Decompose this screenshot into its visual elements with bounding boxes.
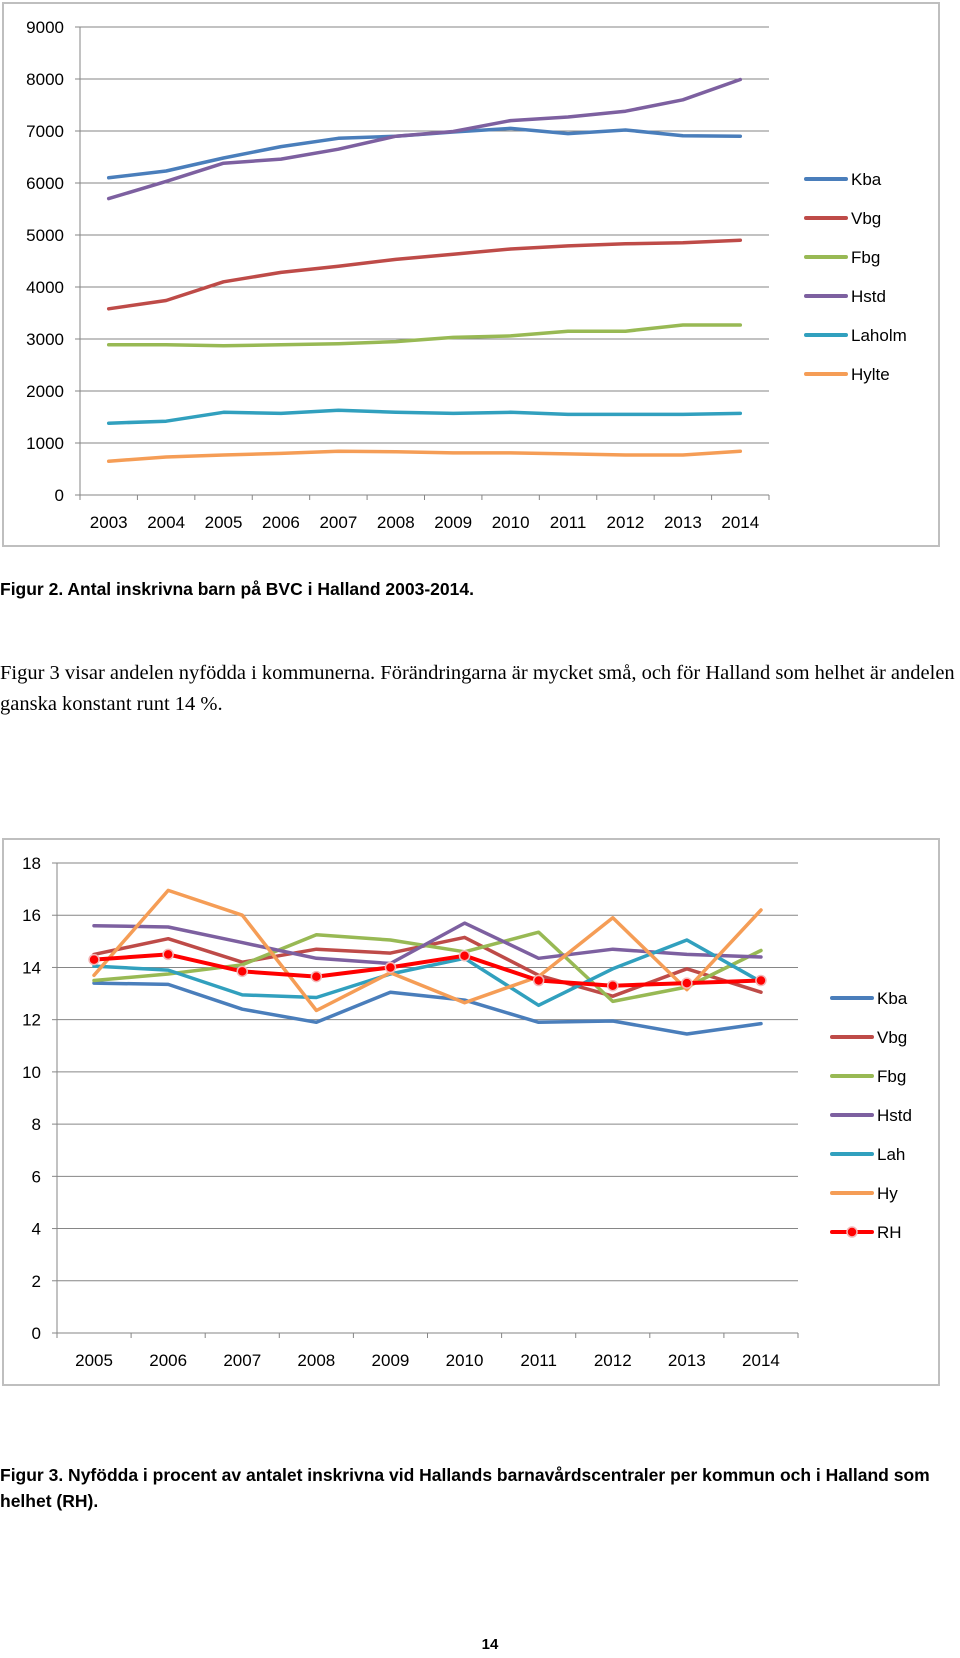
legend-label-vbg: Vbg: [877, 1028, 908, 1047]
y-tick-label: 12: [22, 1010, 41, 1030]
x-tick-label: 2006: [262, 513, 300, 532]
data-point-rh: [608, 981, 618, 991]
y-tick-label: 1000: [26, 434, 64, 453]
y-tick-label: 10: [22, 1062, 41, 1082]
legend-label-kba: Kba: [877, 989, 908, 1008]
figure-2-svg: [4, 4, 938, 545]
figure-3-svg: [4, 840, 938, 1384]
x-tick-label: 2008: [376, 513, 415, 532]
x-tick-label: 2009: [434, 513, 473, 532]
x-tick-label: 2005: [204, 513, 243, 532]
data-point-rh: [756, 976, 766, 986]
y-tick-label: 8: [31, 1115, 41, 1135]
x-tick-label: 2013: [663, 513, 702, 532]
x-tick-label: 2014: [742, 1351, 780, 1370]
data-point-rh: [682, 978, 692, 988]
figure-3-caption: Figur 3. Nyfödda i procent av antalet inskrivna vid Hallands barnavårdscentraler per kommun och i Halland som helhet (RH).: [0, 1465, 930, 1511]
data-point-rh: [163, 949, 173, 959]
body-paragraph: Figur 3 visar andelen nyfödda i kommunerna. Förändringarna är mycket små, och för Halland som helhet är andelen ganska konstant runt 14 %.: [0, 662, 955, 715]
data-point-rh: [311, 972, 321, 982]
x-tick-label: 2012: [606, 513, 645, 532]
x-tick-label: 2012: [593, 1351, 632, 1370]
figure-2-chart: [2, 2, 940, 547]
legend-label-hstd: Hstd: [851, 287, 886, 306]
page-number: 14: [481, 1636, 499, 1653]
x-tick-label: 2007: [223, 1351, 262, 1370]
y-tick-label: 3000: [26, 330, 64, 349]
series-line-hstd: [109, 80, 741, 199]
y-tick-label: 2: [31, 1271, 41, 1291]
y-tick-label: 7000: [26, 122, 64, 141]
y-tick-label: 0: [54, 486, 64, 505]
figure-3-chart: [2, 838, 940, 1386]
legend-label-fbg: Fbg: [851, 248, 881, 267]
y-tick-label: 5000: [26, 226, 64, 245]
data-point-rh: [237, 966, 247, 976]
legend-label-kba: Kba: [851, 170, 882, 189]
x-tick-label: 2004: [147, 513, 186, 532]
legend-label-fbg: Fbg: [877, 1067, 907, 1086]
x-tick-label: 2008: [297, 1351, 336, 1370]
x-tick-label: 2010: [445, 1351, 484, 1370]
x-tick-label: 2011: [520, 1351, 557, 1370]
x-tick-label: 2006: [149, 1351, 188, 1370]
y-tick-label: 6: [31, 1167, 41, 1187]
x-tick-label: 2010: [491, 513, 530, 532]
legend-marker-rh: [847, 1227, 857, 1237]
y-tick-label: 18: [22, 854, 41, 873]
x-tick-label: 2011: [549, 513, 587, 532]
y-tick-label: 6000: [26, 174, 64, 193]
legend-label-lah: Lah: [877, 1145, 906, 1164]
series-line-hylte: [109, 451, 741, 461]
x-tick-label: 2013: [667, 1351, 706, 1370]
series-line-laholm: [109, 410, 741, 423]
series-line-fbg: [109, 325, 741, 346]
x-tick-label: 2014: [721, 513, 760, 532]
x-tick-label: 2003: [89, 513, 128, 532]
data-point-rh: [89, 955, 99, 965]
legend-label-laholm: Laholm: [851, 326, 907, 345]
series-line-hstd: [94, 923, 761, 963]
data-point-rh: [460, 951, 470, 961]
legend-label-rh: RH: [877, 1223, 902, 1242]
x-tick-label: 2009: [371, 1351, 410, 1370]
y-tick-label: 14: [22, 958, 41, 978]
x-tick-label: 2005: [75, 1351, 113, 1370]
y-tick-label: 8000: [26, 70, 64, 89]
y-tick-label: 0: [31, 1324, 41, 1343]
figure-2-caption: Figur 2. Antal inskrivna barn på BVC i Halland 2003-2014.: [0, 579, 474, 599]
legend-label-vbg: Vbg: [851, 209, 882, 228]
y-tick-label: 2000: [26, 382, 64, 401]
legend-label-hy: Hy: [877, 1184, 898, 1203]
y-tick-label: 9000: [26, 18, 64, 37]
y-tick-label: 16: [22, 906, 41, 926]
legend-label-hstd: Hstd: [877, 1106, 912, 1125]
y-tick-label: 4000: [26, 278, 64, 297]
x-tick-label: 2007: [319, 513, 358, 532]
y-tick-label: 4: [31, 1219, 41, 1239]
data-point-rh: [534, 976, 544, 986]
data-point-rh: [385, 962, 395, 972]
legend-label-hylte: Hylte: [851, 365, 890, 384]
series-line-vbg: [109, 240, 741, 309]
